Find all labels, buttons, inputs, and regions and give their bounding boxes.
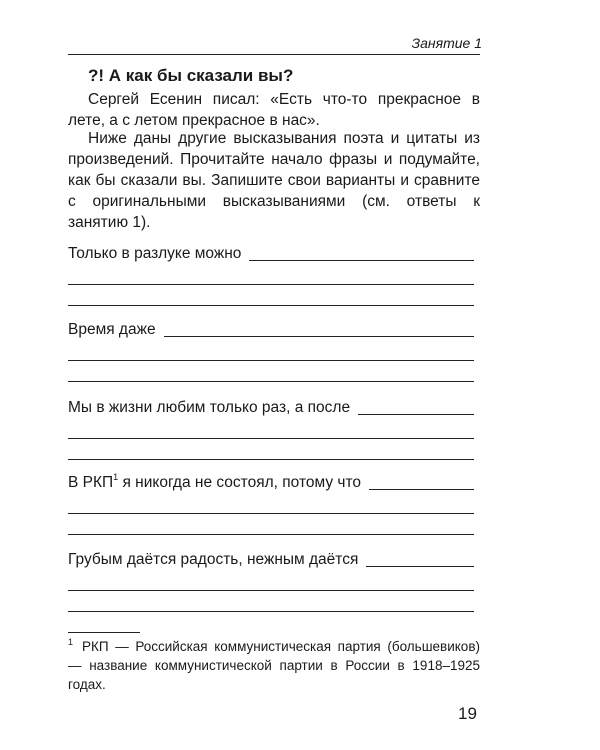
answer-line[interactable] <box>249 259 474 261</box>
exercise-prompt-end: я никогда не состоял, потому что <box>118 474 362 491</box>
exercise-item <box>68 549 474 612</box>
page-number: 19 <box>458 704 477 723</box>
exercise-item <box>68 472 474 535</box>
exercise-item <box>68 397 474 460</box>
exercise-prompt <box>68 471 362 492</box>
answer-line[interactable] <box>68 534 474 535</box>
exercise-prompt: Мы в жизни любим только раз, а после <box>68 399 351 416</box>
intro-paragraph-text: Сергей Есенин писал: «Есть что-то прекрасное в лете, а с летом прекрасное в нас». <box>68 91 480 129</box>
answer-line[interactable] <box>68 590 474 591</box>
instructions-paragraph <box>68 128 480 233</box>
exercise-item <box>68 243 474 306</box>
answer-line[interactable] <box>68 305 474 306</box>
intro-paragraph <box>68 89 480 131</box>
answer-line[interactable] <box>68 438 474 439</box>
header-rule <box>68 54 480 55</box>
task-title: ?! А как бы сказали вы? <box>88 66 294 85</box>
instructions-paragraph-text: Ниже даны другие высказывания поэта и цитаты из произведений. Прочитайте начало фразы и подумайте, как бы сказали вы. Запишите свои варианты и сравните с оригинальными высказываниями (см. ответы к занятию 1). <box>68 130 480 231</box>
exercise-prompt-start: В РКП <box>68 474 114 491</box>
footnote-reference: 1 <box>113 471 119 482</box>
answer-line[interactable] <box>68 611 474 612</box>
footnote <box>68 637 480 694</box>
answer-line[interactable] <box>68 360 474 361</box>
exercise-prompt: Грубым даётся радость, нежным даётся <box>68 551 359 568</box>
footnote-rule <box>68 632 140 633</box>
answer-line[interactable] <box>68 459 474 460</box>
exercise-prompt: Время даже <box>68 321 156 338</box>
answer-line[interactable] <box>164 335 474 337</box>
answer-line[interactable] <box>369 488 474 490</box>
answer-line[interactable] <box>366 565 474 567</box>
footnote-text: РКП — Российская коммунистическая партия (большевиков) — название коммунистической партии в России в 1918–1925 годах. <box>68 639 480 692</box>
lesson-label: Занятие 1 <box>411 35 482 51</box>
exercise-prompt: Только в разлуке можно <box>68 245 242 262</box>
answer-line[interactable] <box>68 284 474 285</box>
exercise-item <box>68 319 474 382</box>
answer-line[interactable] <box>358 413 474 415</box>
footnote-mark: 1 <box>68 636 74 647</box>
answer-line[interactable] <box>68 381 474 382</box>
answer-line[interactable] <box>68 513 474 514</box>
